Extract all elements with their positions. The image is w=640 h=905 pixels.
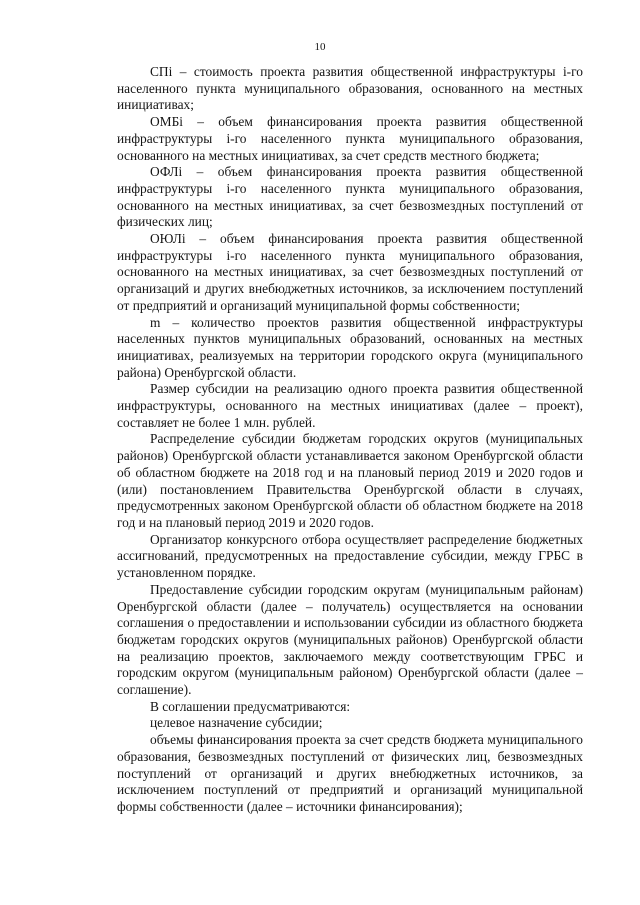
paragraph-subsidy-provision: Предоставление субсидии городским округам (муниципальным районам) Оренбургской области (далее – получатель) осуществляется на основании соглашения о предоставлении и использовании субсидии из областного бюджета бюджетам городских округов (муниципальных районов) Оренбургской области на реализацию проектов, заключаемого между соответствующим ГРБС и городским округом (муниципальным районом) Оренбургской области (далее – соглашение).: [117, 581, 583, 698]
paragraph-sp-definition: СПi – стоимость проекта развития общественной инфраструктуры i-го населенного пункта муниципального образования, основанного на местных инициативах;: [117, 64, 583, 113]
paragraph-purpose: целевое назначение субсидии;: [150, 715, 323, 731]
paragraph-subsidy-size: Размер субсидии на реализацию одного проекта развития общественной инфраструктуры, основанного на местных инициативах (далее – проект), составляет не более 1 млн. рублей.: [117, 381, 583, 430]
paragraph-organizer: Организатор конкурсного отбора осуществляет распределение бюджетных ассигнований, предусмотренных на предоставление субсидии, между ГРБС в установленном порядке.: [117, 531, 583, 581]
document-body: [117, 64, 583, 816]
paragraph-agreement-intro: В соглашении предусматриваются:: [150, 698, 351, 714]
paragraph-subsidy-distribution: Распределение субсидии бюджетам городских округов (муниципальных районов) Оренбургской области устанавливается законом Оренбургской области об областном бюджете на 2018 год и на плановый период 2019 и 2020 годов и (или) постановлением Правительства Оренбургской области в случаях, предусмотренных законом Оренбургской области об областном бюджете на 2018 год и на плановый период 2019 и 2020 годов.: [117, 431, 583, 530]
page-number: 10: [314, 41, 326, 53]
paragraph-omb-definition: ОМБi – объем финансирования проекта развития общественной инфраструктуры i-го населенного пункта муниципального образования, основанного на местных инициативах, за счет средств местного бюджета;: [117, 114, 583, 163]
paragraph-oyul-definition: ОЮЛi – объем финансирования проекта развития общественной инфраструктуры i-го населенного пункта муниципального образования, основанного на местных инициативах, за счет безвозмездных поступлений от организаций и других внебюджетных источников, за исключением поступлений от предприятий и организаций муниципальной формы собственности;: [117, 231, 583, 313]
paragraph-funding-volumes: объемы финансирования проекта за счет средств бюджета муниципального образования, безвозмездных поступлений от физических лиц, безвозмездных поступлений от организаций и других внебюджетных источников, за исключением поступлений от предприятий и организаций муниципальной формы собственности (далее – источники финансирования);: [117, 732, 583, 814]
paragraph-m-definition: m – количество проектов развития общественной инфраструктуры населенных пунктов муниципальных образований, основанных на местных инициативах, реализуемых на территории городского округа (муниципального района) Оренбургской области.: [117, 314, 583, 380]
paragraph-ofl-definition: ОФЛi – объем финансирования проекта развития общественной инфраструктуры i-го населенного пункта муниципального образования, основанного на местных инициативах, за счет безвозмездных поступлений от физических лиц;: [117, 164, 583, 230]
